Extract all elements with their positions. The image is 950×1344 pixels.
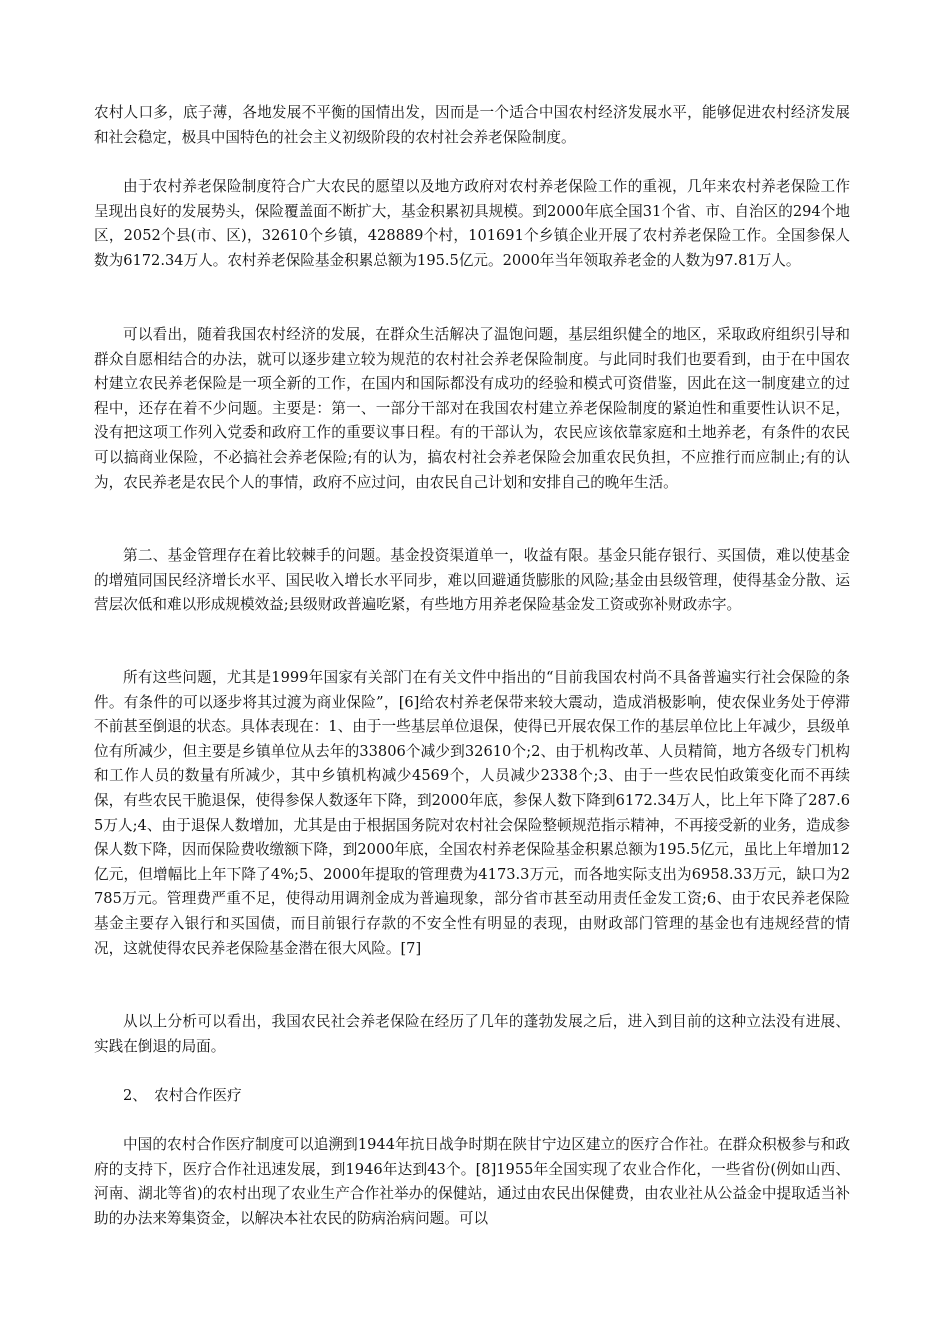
paragraph-problems-details: 所有这些问题，尤其是1999年国家有关部门在有关文件中指出的“目前我国农村尚不具备普遍实行社会保险的条件。有条件的可以逐步将其过渡为商业保险”，[6]给农村养老保带来较大震动，造成消极影响，使农保业务处于停滞不前甚至倒退的状态。具体表现在：1、由于一些基层单位退保，使得已开展农保工作的基层单位比上年减少，县级单位有所减少，但主要是乡镇单位从去年的33806个减少到32610个;2、由于机构改革、人员精简，地方各级专门机构和工作人员的数量有所减少，其中乡镇机构减少4569个，人员减少2338个;3、由于一些农民怕政策变化而不再续保，有些农民干脆退保，使得参保人数逐年下降，到2000年底，参保人数下降到6172.34万人，比上年下降了287.65万人;4、由于退保人数增加，尤其是由于根据国务院对农村社会保险整顿规范指示精神，不再接受新的业务，造成参保人数下降，因而保险费收缴额下降，到2000年底，全国农村养老保险基金积累总额为195.5亿元，虽比上年增加12亿元，但增幅比上年下降了4%;5、2000年提取的管理费为4173.3万元，而各地实际支出为6958.33万元，缺口为2785万元。管理费严重不足，使得动用调剂金成为普遍现象，部分省市甚至动用责任金发工资;6、由于农民养老保险基金主要存入银行和买国债，而目前银行存款的不安全性有明显的表现，由财政部门管理的基金也有违规经营的情况，这就使得农民养老保险基金潜在很大风险。[7] <box>94 669 850 957</box>
paragraph-problems-first: 可以看出，随着我国农村经济的发展，在群众生活解决了温饱问题，基层组织健全的地区，采取政府组织引导和群众自愿相结合的办法，就可以逐步建立较为规范的农村社会养老保险制度。与此同时我们也要看到，由于在中国农村建立农民养老保险是一项全新的工作，在国内和国际都没有成功的经验和模式可资借鉴，因此在这一制度建立的过程中，还存在着不少问题。主要是：第一、一部分干部对在我国农村建立养老保险制度的紧迫性和重要性认识不足，没有把这项工作列入党委和政府工作的重要议事日程。有的干部认为，农民应该依靠家庭和土地养老，有条件的农民可以搞商业保险，不必搞社会养老保险;有的认为，搞农村社会养老保险会加重农民负担，不应推行而应制止;有的认为，农民养老是农民个人的事情，政府不应过问，由农民自己计划和安排自己的晚年生活。 <box>94 326 850 491</box>
paragraph-conclusion: 从以上分析可以看出，我国农民社会养老保险在经历了几年的蓬勃发展之后，进入到目前的这种立法没有进展、实践在倒退的局面。 <box>94 1013 850 1055</box>
paragraph-problems-second: 第二、基金管理存在着比较棘手的问题。基金投资渠道单一，收益有限。基金只能存银行、买国债，难以使基金的增殖同国民经济增长水平、国民收入增长水平同步，难以回避通货膨胀的风险;基金由县级管理，使得基金分散、运营层次低和难以形成规模效益;县级财政普遍吃紧，有些地方用养老保险基金发工资或弥补财政赤字。 <box>94 547 850 614</box>
paragraph-rural-pension-intro: 农村人口多，底子薄，各地发展不平衡的国情出发，因而是一个适合中国农村经济发展水平，能够促进农村经济发展和社会稳定，极具中国特色的社会主义初级阶段的农村社会养老保险制度。 <box>94 104 850 146</box>
section-heading-cooperative-medical: 2、 农村合作医疗 <box>123 1087 242 1104</box>
paragraph-pension-development: 由于农村养老保险制度符合广大农民的愿望以及地方政府对农村养老保险工作的重视，几年来农村养老保险工作呈现出良好的发展势头，保险覆盖面不断扩大，基金积累初具规模。到2000年底全国31个省、市、自治区的294个地区，2052个县(市、区)，32610个乡镇，428889个村，101691个乡镇企业开展了农村养老保险工作。全国参保人数为6172.34万人。农村养老保险基金积累总额为195.5亿元。2000年当年领取养老金的人数为97.81万人。 <box>94 178 850 269</box>
paragraph-cooperative-medical-history: 中国的农村合作医疗制度可以追溯到1944年抗日战争时期在陕甘宁边区建立的医疗合作社。在群众积极参与和政府的支持下，医疗合作社迅速发展，到1946年达到43个。[8]1955年全国实现了农业合作化，一些省份(例如山西、河南、湖北等省)的农村出现了农业生产合作社举办的保健站，通过由农民出保健费，由农业社从公益金中提取适当补助的办法来筹集资金，以解决本社农民的防病治病问题。可以 <box>94 1136 850 1227</box>
